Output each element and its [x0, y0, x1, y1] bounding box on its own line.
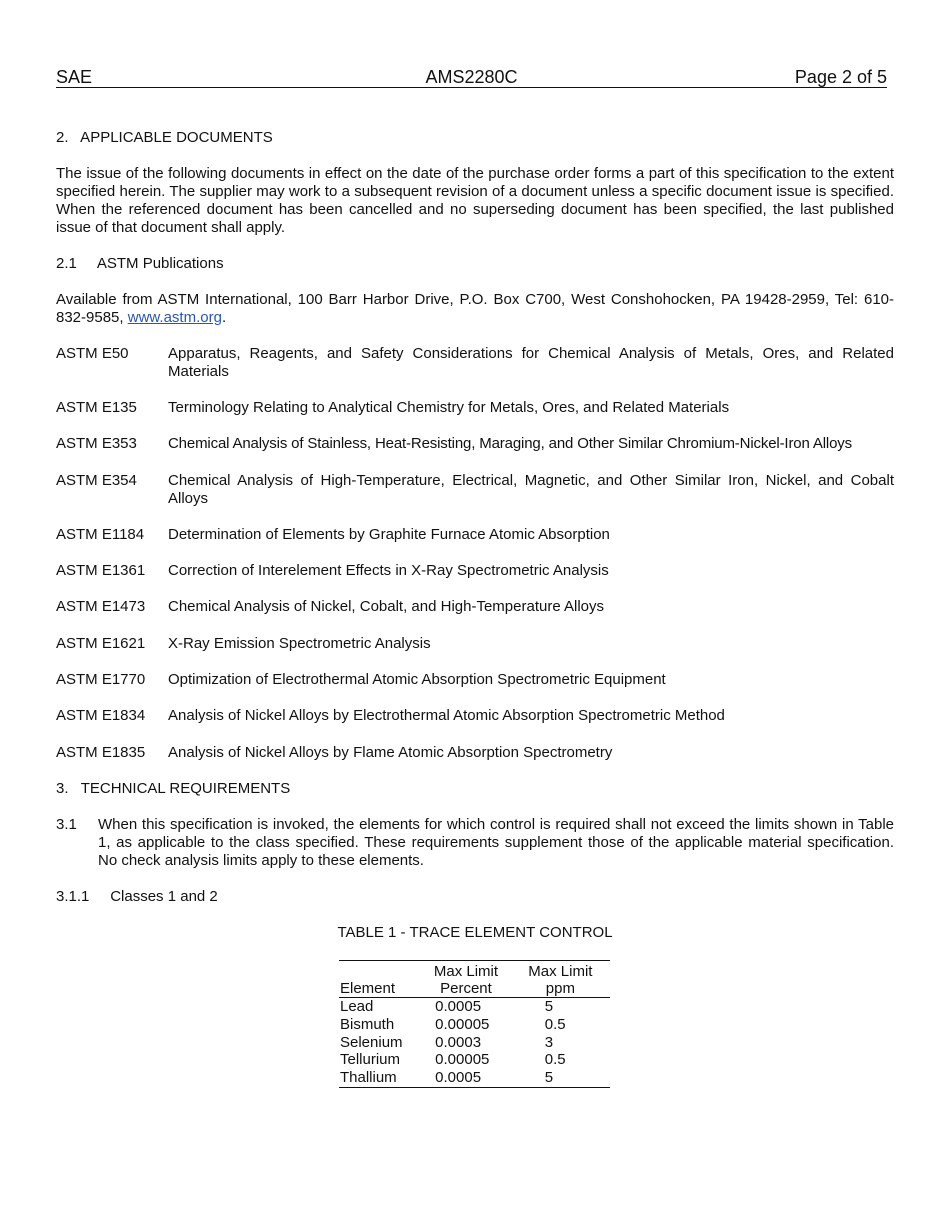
- cell-element: Thallium: [339, 1069, 421, 1087]
- table-row: [339, 1051, 610, 1069]
- page-header: [56, 67, 887, 88]
- ref-code: ASTM E354: [56, 472, 137, 489]
- section-3-heading: 3. TECHNICAL REQUIREMENTS: [56, 780, 291, 797]
- cell-ppm: 0.5: [544, 1015, 566, 1033]
- ref-code: ASTM E1361: [56, 562, 146, 579]
- cell-element: Bismuth: [340, 1015, 395, 1033]
- ref-title: Correction of Interelement Effects in X-Ray Spectrometric Analysis: [168, 562, 609, 579]
- astm-availability-paragraph: [56, 291, 894, 327]
- ref-code: ASTM E1621: [56, 635, 146, 652]
- table-caption: TABLE 1 - TRACE ELEMENT CONTROL: [337, 924, 613, 941]
- column-header-element: [339, 961, 421, 998]
- table-row: [339, 998, 610, 1016]
- ref-title: Analysis of Nickel Alloys by Flame Atomic Absorption Spectrometry: [168, 744, 613, 761]
- cell-ppm: 3: [544, 1033, 554, 1051]
- availability-period: .: [221, 309, 227, 326]
- ref-title: X-Ray Emission Spectrometric Analysis: [168, 635, 431, 652]
- ref-title: Chemical Analysis of Stainless, Heat-Resisting, Maraging, and Other Similar Chromium-Nickel-Iron Alloys: [168, 435, 852, 452]
- ref-title: Determination of Elements by Graphite Furnace Atomic Absorption: [168, 526, 610, 543]
- ref-code: ASTM E1834: [56, 707, 146, 724]
- ref-code: ASTM E1770: [56, 671, 146, 688]
- astm-website-link[interactable]: www.astm.org: [127, 309, 222, 326]
- section-3-1-paragraph: When this specification is invoked, the elements for which control is required shall not exceed the limits shown in Table 1, as applicable to the class specified. These requirements supplement those of the applicable material specification. No check analysis limits apply to these elements.: [98, 816, 894, 869]
- cell-percent: 0.0003: [435, 1033, 482, 1051]
- column-header-label: ppm: [545, 980, 575, 997]
- header-organization: SAE: [56, 67, 93, 87]
- column-header-percent: [421, 961, 511, 998]
- cell-ppm: 5: [544, 998, 554, 1015]
- column-header-label: Percent: [440, 980, 492, 997]
- ref-title: Analysis of Nickel Alloys by Electrothermal Atomic Absorption Spectrometric Method: [168, 707, 725, 724]
- ref-title: Terminology Relating to Analytical Chemistry for Metals, Ores, and Related Materials: [168, 399, 730, 416]
- table-row: [339, 1069, 610, 1087]
- ref-title: Chemical Analysis of Nickel, Cobalt, and High-Temperature Alloys: [168, 598, 605, 615]
- section-3-1-number: 3.1: [56, 816, 77, 833]
- ref-code: ASTM E50: [56, 345, 129, 362]
- cell-percent: 0.00005: [435, 1051, 490, 1069]
- cell-element: Tellurium: [340, 1051, 401, 1069]
- cell-percent: 0.0005: [435, 998, 482, 1015]
- column-header-label: Max Limit: [528, 963, 593, 980]
- column-header-ppm: [511, 961, 610, 998]
- ref-title: Apparatus, Reagents, and Safety Considerations for Chemical Analysis of Metals, Ores, and Related Materials: [168, 345, 894, 380]
- trace-element-table: [339, 960, 610, 1088]
- cell-element: Lead: [340, 998, 374, 1015]
- section-2-1-heading: 2.1 ASTM Publications: [56, 255, 224, 272]
- cell-percent: 0.00005: [435, 1015, 490, 1033]
- table-row: [339, 1034, 610, 1052]
- ref-title: Chemical Analysis of High-Temperature, Electrical, Magnetic, and Other Similar Iron, Nickel, and Cobalt Alloys: [168, 472, 894, 507]
- ref-code: ASTM E1835: [56, 744, 146, 761]
- cell-percent: 0.0005: [421, 1069, 511, 1087]
- header-page-number: Page 2 of 5: [794, 67, 887, 87]
- ref-code: ASTM E135: [56, 399, 137, 416]
- table-row: [339, 1016, 610, 1034]
- ref-title: Optimization of Electrothermal Atomic Absorption Spectrometric Equipment: [168, 671, 666, 688]
- table-header-row: [339, 961, 610, 998]
- column-header-label: Max Limit: [433, 963, 499, 980]
- ref-code: ASTM E1184: [56, 526, 145, 543]
- availability-text: Available from ASTM International, 100 Barr Harbor Drive, P.O. Box C700, West Conshohocken, PA 19428-2959, Tel: 610-832-9585,: [56, 291, 894, 326]
- header-document-number: AMS2280C: [425, 67, 518, 87]
- section-2-heading: 2. APPLICABLE DOCUMENTS: [56, 129, 273, 146]
- ref-code: ASTM E1473: [56, 598, 146, 615]
- cell-element: Selenium: [340, 1033, 403, 1051]
- column-header-element-label: Element: [340, 980, 396, 997]
- section-2-paragraph: The issue of the following documents in effect on the date of the purchase order forms a part of this specification to the extent specified herein. The supplier may work to a subsequent revision of a document unless a specific document issue is specified. When the referenced document has been cancelled and no superseding document has been specified, the last published issue of that document shall apply.: [56, 165, 894, 236]
- ref-code: ASTM E353: [56, 435, 137, 452]
- section-3-1-1-heading: 3.1.1 Classes 1 and 2: [56, 888, 218, 905]
- cell-ppm: 5: [511, 1069, 610, 1087]
- cell-ppm: 0.5: [544, 1051, 566, 1069]
